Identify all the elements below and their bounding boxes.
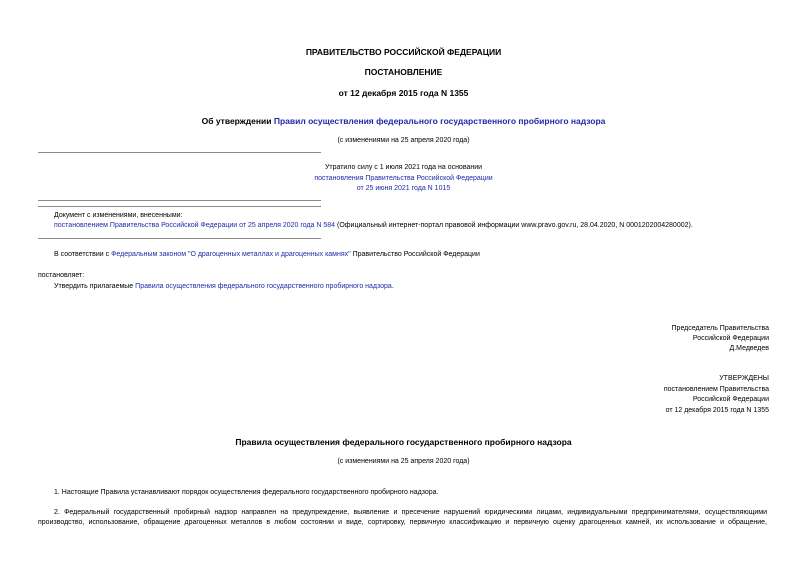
rules-amendments: (с изменениями на 25 апреля 2020 года): [337, 458, 470, 465]
changes-source: (Официальный интернет-портал правовой информации www.pravo.gov.ru, 28.04.2020, N 0001202004280002).: [335, 222, 693, 229]
approve-suffix: .: [391, 283, 394, 290]
divider: [38, 206, 321, 207]
approve-paragraph: [54, 283, 394, 290]
signature-name: Д.Медведев: [729, 345, 769, 352]
rules-link[interactable]: Правила осуществления федерального государственного пробирного надзора: [135, 283, 392, 290]
expired-notice-link-1[interactable]: постановления Правительства Российской Федерации: [314, 175, 493, 182]
approved-heading: УТВЕРЖДЕНЫ: [719, 375, 769, 382]
approved-date: от 12 декабря 2015 года N 1355: [665, 407, 769, 414]
approved-by: постановлением Правительства: [663, 386, 769, 393]
rules-paragraph-2-line-2: производство, использование, обращение драгоценных металлов в любом состоянии и виде, сортировку, первичную классификацию и первичную оценку драгоценных камней, их использование и обращение,: [38, 519, 767, 526]
divider: [38, 238, 321, 239]
amendments-note: (с изменениями на 25 апреля 2020 года): [337, 137, 470, 144]
signature-title: Председатель Правительства: [671, 325, 769, 332]
document-date-number: от 12 декабря 2015 года N 1355: [338, 88, 469, 98]
divider: [38, 152, 321, 153]
rules-paragraph-2-line-1: 2. Федеральный государственный пробирный надзор направлен на предупреждение, выявление и пресечение нарушений юридическими лицами, индивидуальными предпринимателями, осуществляющими: [54, 509, 767, 516]
signature-country: Российской Федерации: [692, 335, 769, 342]
accordance-suffix: Правительство Российской Федерации: [350, 251, 480, 258]
changes-label: Документ с изменениями, внесенными:: [54, 212, 183, 219]
rules-paragraph-1: 1. Настоящие Правила устанавливают порядок осуществления федерального государственного пробирного надзора.: [54, 489, 439, 496]
rules-title: Правила осуществления федерального государственного пробирного надзора: [235, 437, 572, 447]
title-prefix: Об утверждении: [201, 116, 274, 126]
document-title: [0, 116, 807, 126]
changes-link[interactable]: постановлением Правительства Российской Федерации от 25 апреля 2020 года N 584: [54, 222, 336, 229]
federal-law-link[interactable]: Федеральным законом "О драгоценных металлах и драгоценных камнях": [111, 251, 351, 258]
document-type: ПОСТАНОВЛЕНИЕ: [364, 67, 443, 77]
decides-label: постановляет:: [38, 272, 85, 279]
title-link[interactable]: Правил осуществления федерального государственного пробирного надзора: [273, 116, 606, 126]
approved-country: Российской Федерации: [692, 396, 769, 403]
government-name: ПРАВИТЕЛЬСТВО РОССИЙСКОЙ ФЕДЕРАЦИИ: [305, 47, 502, 57]
accordance-paragraph: [54, 251, 480, 258]
accordance-prefix: В соответствии с: [54, 251, 112, 258]
expired-notice-link-2[interactable]: от 25 июня 2021 года N 1015: [356, 185, 451, 192]
approve-prefix: Утвердить прилагаемые: [54, 283, 136, 290]
expired-notice-text: Утратило силу с 1 июля 2021 года на основании: [324, 164, 483, 171]
changes-reference: [54, 222, 693, 229]
divider: [38, 200, 321, 201]
